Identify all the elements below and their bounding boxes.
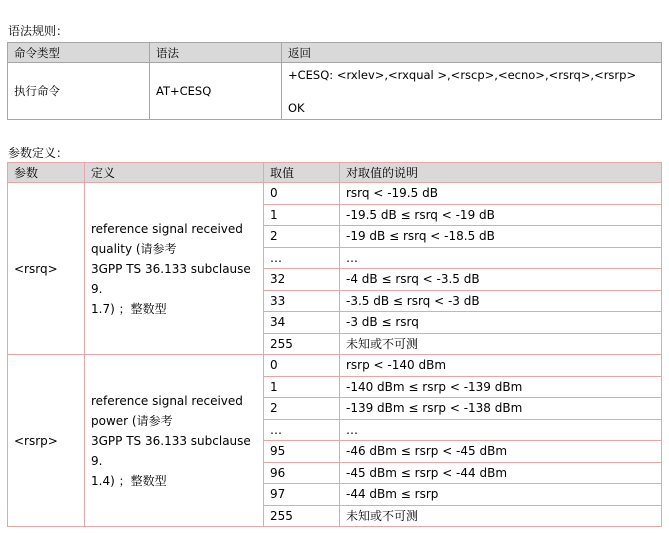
value-description-cell: -3.5 dB ≤ rsrq < -3 dB — [340, 290, 662, 312]
value-cell: … — [264, 419, 340, 441]
value-description-cell: 未知或不可测 — [340, 505, 662, 527]
value-cell: 95 — [264, 441, 340, 463]
param-body — [8, 183, 662, 527]
value-cell: 1 — [264, 376, 340, 398]
syntax-header-row — [8, 43, 662, 63]
param-name-cell: <rsrq> — [8, 183, 85, 355]
value-description-cell: … — [340, 419, 662, 441]
value-description-cell: -19 dB ≤ rsrq < -18.5 dB — [340, 226, 662, 248]
param-header-row — [8, 163, 662, 183]
header-param: 参数 — [8, 163, 85, 183]
definition-line: reference signal received — [91, 221, 243, 236]
definition-line: 1.7) ；整数型 — [91, 301, 167, 316]
definition-line: quality (请参考 — [91, 241, 177, 256]
value-description-cell: rsrq < -19.5 dB — [340, 183, 662, 205]
value-cell: 96 — [264, 462, 340, 484]
value-cell: 0 — [264, 183, 340, 205]
param-heading: 参数定义： — [8, 146, 69, 160]
syntax-heading: 语法规则： — [8, 24, 69, 38]
definition-line: reference signal received — [91, 393, 243, 408]
value-description-cell: -44 dBm ≤ rsrp — [340, 484, 662, 506]
param-definition-cell — [85, 355, 264, 527]
syntax-cell: AT+CESQ — [150, 63, 282, 120]
header-response: 返回 — [282, 43, 662, 63]
value-cell: … — [264, 247, 340, 269]
param-definition-cell — [85, 183, 264, 355]
command-type-cell: 执行命令 — [8, 63, 150, 120]
param-row — [8, 355, 662, 377]
value-cell: 0 — [264, 355, 340, 377]
value-cell: 33 — [264, 290, 340, 312]
value-description-cell: 未知或不可测 — [340, 333, 662, 355]
syntax-table — [7, 42, 662, 120]
value-description-cell: -140 dBm ≤ rsrp < -139 dBm — [340, 376, 662, 398]
value-description-cell: rsrp < -140 dBm — [340, 355, 662, 377]
value-description-cell: -46 dBm ≤ rsrp < -45 dBm — [340, 441, 662, 463]
response-ok: OK — [288, 101, 305, 115]
value-cell: 255 — [264, 505, 340, 527]
header-syntax: 语法 — [150, 43, 282, 63]
value-description-cell: -3 dB ≤ rsrq — [340, 312, 662, 334]
definition-line: 3GPP TS 36.133 subclause 9. — [91, 433, 251, 468]
value-cell: 97 — [264, 484, 340, 506]
header-value: 取值 — [264, 163, 340, 183]
value-cell: 34 — [264, 312, 340, 334]
value-cell: 255 — [264, 333, 340, 355]
header-command-type: 命令类型 — [8, 43, 150, 63]
value-description-cell: -45 dBm ≤ rsrp < -44 dBm — [340, 462, 662, 484]
value-cell: 2 — [264, 398, 340, 420]
value-description-cell: -4 dB ≤ rsrq < -3.5 dB — [340, 269, 662, 291]
value-description-cell: -139 dBm ≤ rsrp < -138 dBm — [340, 398, 662, 420]
value-cell: 2 — [264, 226, 340, 248]
response-cell — [282, 63, 662, 120]
param-row — [8, 183, 662, 205]
param-table — [7, 162, 662, 527]
syntax-row — [8, 63, 662, 120]
value-cell: 1 — [264, 204, 340, 226]
definition-line: 1.4) ；整数型 — [91, 473, 167, 488]
header-definition: 定义 — [85, 163, 264, 183]
definition-line: power (请参考 — [91, 413, 173, 428]
param-name-cell: <rsrp> — [8, 355, 85, 527]
response-line: +CESQ: <rxlev>,<rxqual >,<rscp>,<ecno>,<rsrq>,<rsrp> — [288, 68, 637, 82]
value-cell: 32 — [264, 269, 340, 291]
header-value-desc: 对取值的说明 — [340, 163, 662, 183]
definition-line: 3GPP TS 36.133 subclause 9. — [91, 261, 251, 296]
value-description-cell: … — [340, 247, 662, 269]
value-description-cell: -19.5 dB ≤ rsrq < -19 dB — [340, 204, 662, 226]
